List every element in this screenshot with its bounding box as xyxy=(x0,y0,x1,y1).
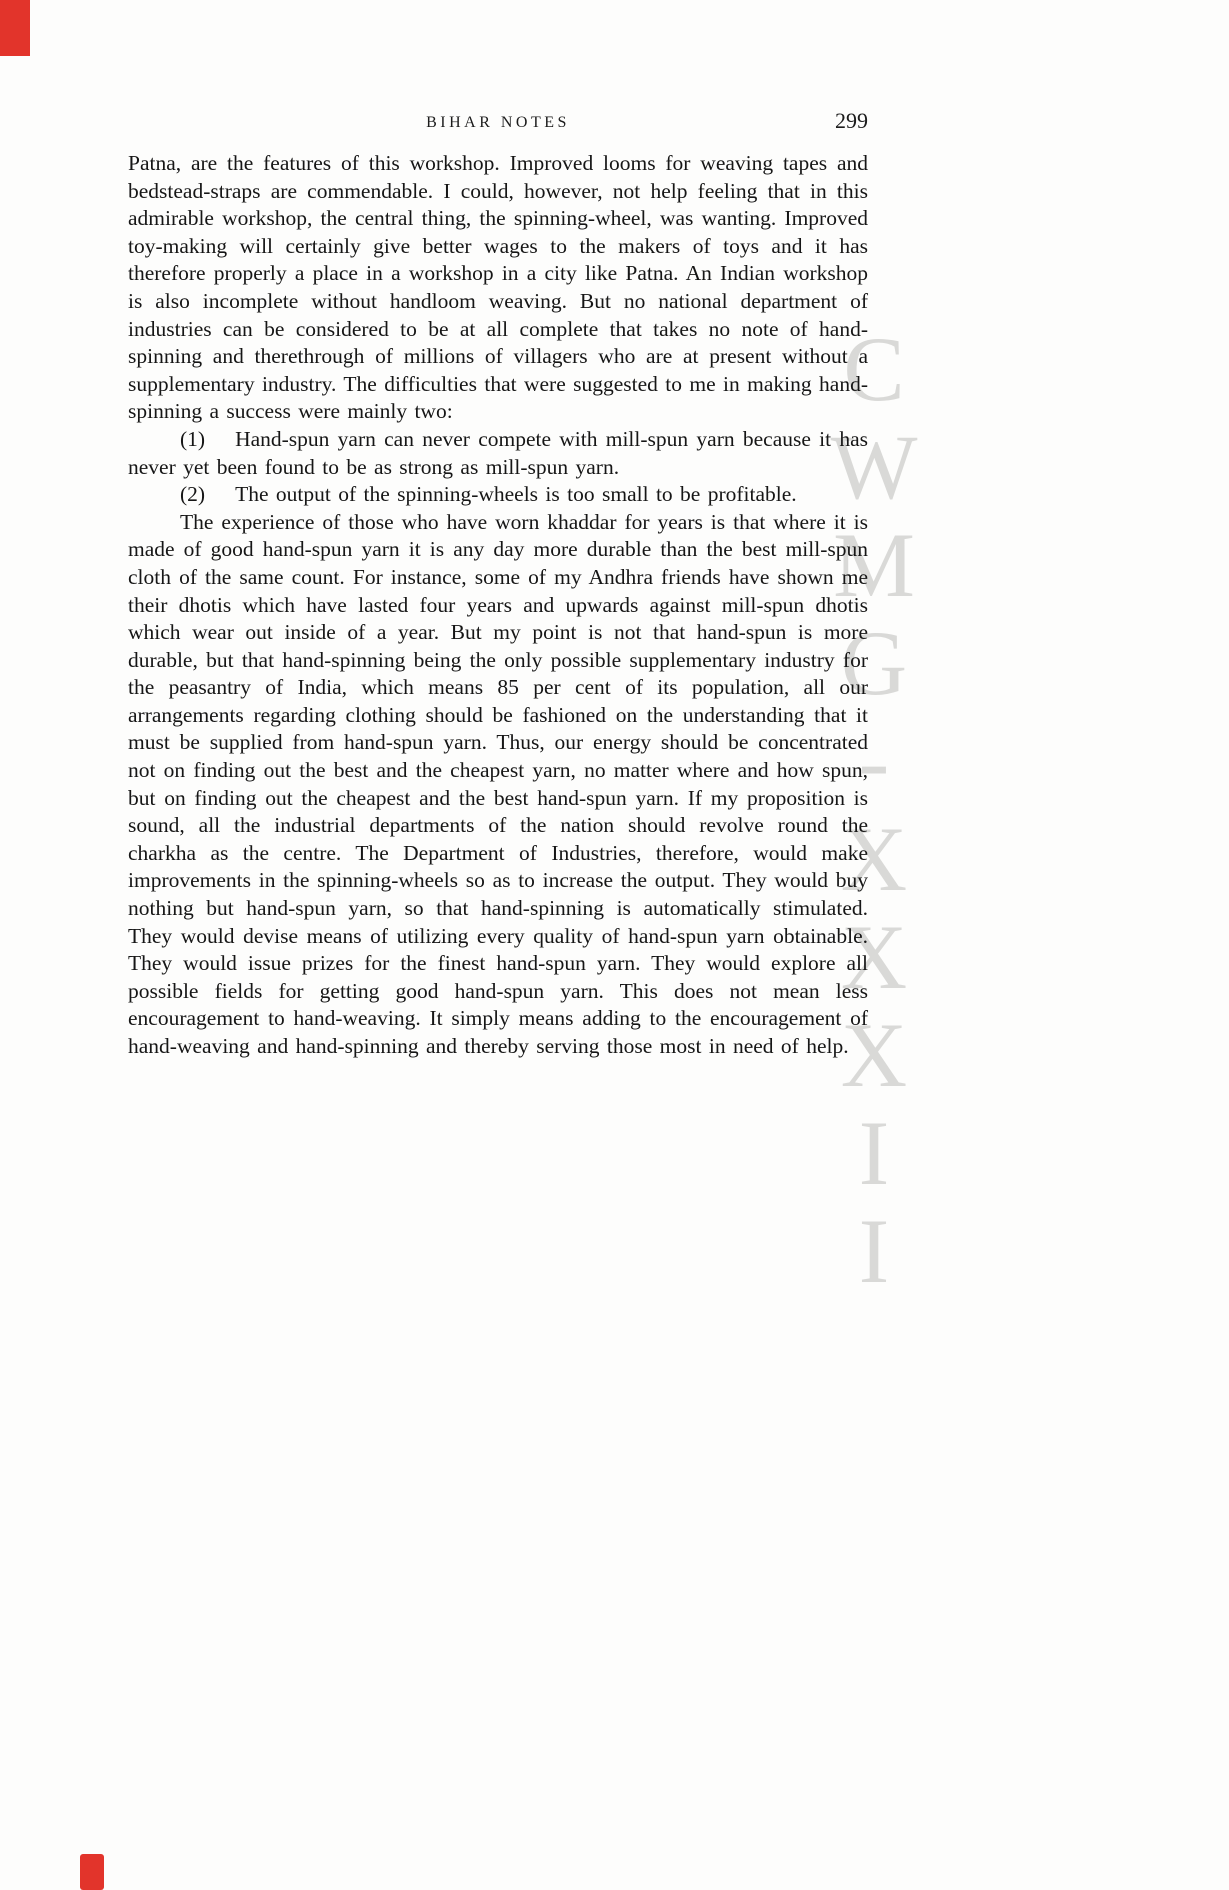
watermark-text: CWMG-XXXII xyxy=(823,318,925,1298)
list-marker: (2) xyxy=(180,482,206,507)
page-header xyxy=(128,108,868,138)
paragraph xyxy=(128,481,868,509)
page-body xyxy=(128,150,868,1061)
red-scan-mark-bottom xyxy=(80,1854,104,1890)
running-title: BIHAR NOTES xyxy=(426,114,570,131)
paragraph: The experience of those who have worn khaddar for years is that where it is made of good hand-spun yarn it is any day more durable than the best mill-spun cloth of the same count. For instance, some of my Andhra friends have shown me their dhotis which have lasted four years and upwards against mill-spun dhotis which wear out inside of a year. But my point is not that hand-spun is more durable, but that hand-spinning being the only possible supplementary industry for the peasantry of India, which means 85 per cent of its population, all our arrangements regarding clothing should be fashioned on the understanding that it must be supplied from hand-spun yarn. Thus, our energy should be concentrated not on finding out the best and the cheapest yarn, no matter where and how spun, but on finding out the cheapest and the best hand-spun yarn. If my proposition is sound, all the industrial departments of the nation should revolve round the charkha as the centre. The Department of Industries, therefore, would make improvements in the spinning-wheels so as to increase the output. They would buy nothing but hand-spun yarn, so that hand-spinning is automatically stimulated. They would devise means of utilizing every quality of hand-spun yarn obtainable. They would issue prizes for the finest hand-spun yarn. They would explore all possible fields for getting good hand-spun yarn. This does not mean less encouragement to hand-weaving. It simply means adding to the encouragement of hand-weaving and hand-spinning and thereby serving those most in need of help. xyxy=(128,509,868,1058)
list-marker: (1) xyxy=(180,426,206,451)
paragraph-text: The output of the spinning-wheels is too small to be profitable. xyxy=(235,482,797,507)
paragraph: Patna, are the features of this workshop. Improved looms for weaving tapes and bedstead-straps are commendable. I could, however, not help feeling that in this admirable workshop, the central thing, the spinning-wheel, was wanting. Improved toy-making will certainly give better wages to the makers of toys and it has therefore properly a place in a workshop in a city like Patna. An Indian workshop is also incomplete without handloom weaving. But no national department of industries can be considered to be at all complete that takes no note of hand-spinning and therethrough of millions of villagers who are at present without a supplementary industry. The difficulties that were suggested to me in making hand-spinning a success were mainly two: xyxy=(128,151,868,424)
paragraph-text: Hand-spun yarn can never compete with mill-spun yarn because it has never yet been found to be as strong as mill-spun yarn. xyxy=(128,426,868,479)
page-number: 299 xyxy=(835,108,868,133)
red-scan-mark-top xyxy=(0,0,30,56)
paragraph xyxy=(128,426,868,481)
